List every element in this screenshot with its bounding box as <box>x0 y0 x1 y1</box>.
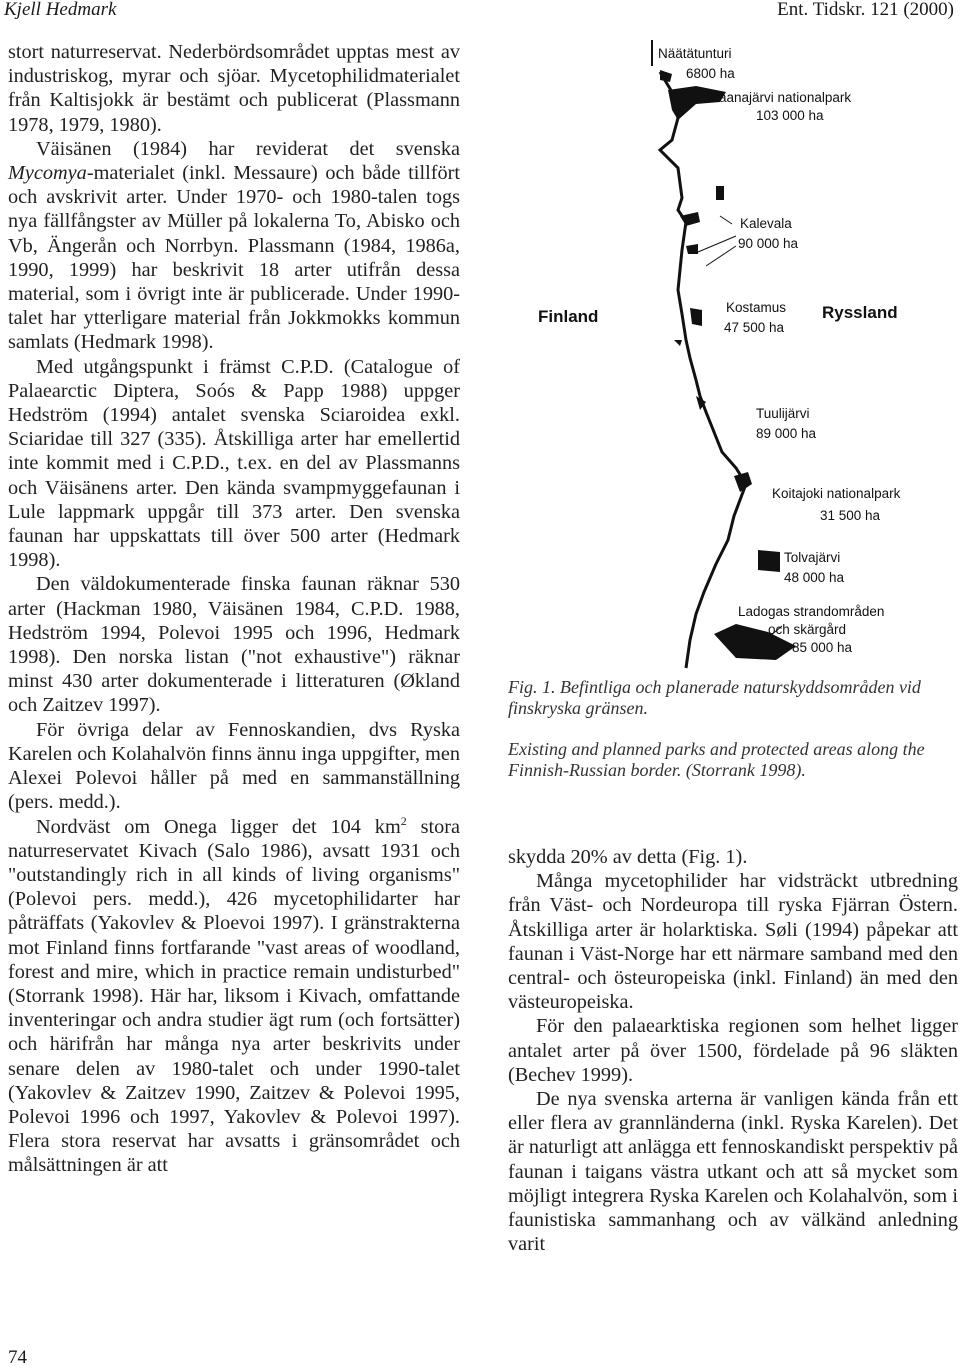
map-label-size: 90 000 ha <box>738 236 799 251</box>
area-naatatunturi <box>660 70 672 82</box>
map-label-name: Paanajärvi nationalpark <box>710 90 852 105</box>
area-small-2 <box>674 340 682 346</box>
caption-english: Existing and planned parks and protected areas along the Finnish-Russian border. (Storrank 1998). <box>508 739 925 780</box>
paragraph: Väisänen (1984) har reviderat det svenska Mycomya-materialet (inkl. Messaure) och både tillfört och avskrivit arter. Under 1970- och 1980-talen togs nya fällfångster av Müller på lokalerna To, Abisko och Vb, Ängerån och Norrbyn. Plassmann (1984, 1986a, 1990, 1999) har beskrivit 18 arter utifrån dessa material, som i övrigt inte är publicerade. Under 1990-talet har ytterligare material från Jokkmokks kommun samlats (Hedmark 1998). <box>8 137 460 354</box>
area-koitajoki <box>734 472 752 492</box>
running-header <box>0 0 960 22</box>
paragraph: Med utgångspunkt i främst C.P.D. (Catalogue of Palaearctic Diptera, Soós & Papp 1988) uppger Hedström (1994) antalet svenska Sciaroidea exkl. Sciaridae till 327 (335). Åtskilliga arter har emellertid inte kommit med i C.P.D., t.ex. en del av Plassmanns och Väisänens arter. Den kända svampmyggefaunan i Lule lappmark uppgår till 373 arter. Den svenska faunan har uppskattats till över 500 arter (Hedmark 1998). <box>8 355 460 572</box>
map-label-size: 31 500 ha <box>820 508 881 523</box>
map-label-name: och skärgård <box>768 622 847 637</box>
paragraph: Den väldokumenterade finska faunan räknar 530 arter (Hackman 1980, Väisänen 1984, C.P.D. 1988, Hedström 1994, Polevoi 1995 och 1996, Hedmark 1998). Den norska listan ("not exhaustive") räknar minst 430 arter dokumenterade i litteraturen (Økland och Zaitzev 1997). <box>8 573 460 717</box>
map-label-name: Koitajoki nationalpark <box>772 486 901 501</box>
map-label-size: 103 000 ha <box>756 108 824 123</box>
paragraph: De nya svenska arterna är vanligen kända från ett eller flera av grannländerna (inkl. Ryska Karelen). Det är naturligt att anlägga ett fennoskandiskt perspektiv på faunan i taigans västra utkant och att så mycket som möjligt integrera Ryska Karelen och Kolahalvön, som i faunistiska sammanhang och av välkänd anledning varit <box>508 1088 958 1256</box>
paragraph: För övriga delar av Fennoskandien, dvs Ryska Karelen och Kolahalvön finns ännu inga uppgifter, men Alexei Polevoi håller på med en sammanställning (pers. medd.). <box>8 718 461 814</box>
map-label-name: Kostamus <box>726 300 787 315</box>
caption-swedish: Fig. 1. Befintliga och planerade naturskyddsområden vid finskryska gränsen. <box>508 677 921 718</box>
map-label-size: 6800 ha <box>686 66 735 81</box>
map-label-name: Ladogas strandområden <box>738 604 885 619</box>
right-text-column <box>508 845 958 1256</box>
paragraph: Nordväst om Onega ligger det 104 $km^2$ stora naturreservatet Kivach (Salo 1986), avsatt 1931 och "outstandingly rich in all kinds of living organisms" (Polevoi pers. medd.), 426 mycetophilidarter har påträffats (Yakovlev & Ploevoi 1997). I gränstrakterna mot Finland finns fortfarande "vast areas of woodland, forest and mire, which in practice remain undisturbed" (Storrank 1998). Här har, liksom i Kivach, omfattande inventeringar och andra studier ägt rum (och fortsätter) och härifrån har många nya arter beskrivits under senare delen av 1980-talet och under 1990-talet (Yakovlev & Zaitzev 1990, Zaitzev & Polevoi 1995, Polevoi 1996 och 1997, Yakovlev & Polevoi 1997). Flera stora reservat har avsatts i gränsområdet och målsättningen är att <box>8 813 460 1177</box>
map-label-name: Näätätunturi <box>658 46 732 61</box>
map-label-size: 48 000 ha <box>784 570 845 585</box>
header-author: Kjell Hedmark <box>4 0 117 20</box>
border-line <box>660 72 746 668</box>
map-label-size: 89 000 ha <box>756 426 817 441</box>
left-text-column <box>8 40 460 1178</box>
area-kostamus <box>690 308 702 326</box>
figure-caption <box>508 677 956 801</box>
border-map-figure <box>500 40 956 670</box>
paragraph: stort naturreservat. Nederbördsområdet upptas mest av industriskog, myrar och sjöar. Mycetophilidmaterialet från Kaltisjokk är bestämt och publicerat (Plassmann 1978, 1979, 1980). <box>8 41 460 136</box>
page-number: 74 <box>8 1347 27 1368</box>
map-label-size: 47 500 ha <box>724 320 785 335</box>
paragraph: Många mycetophilider har vidsträckt utbredning från Väst- och Nordeuropa till ryska Fjärran Östern. Åtskilliga arter är holarktiska. Søli (1994) påpekar att faunan i Väst-Norge har ett närmare samband med den central- och östeuropeiska (inkl. Finland) än med den västeuropeiska. <box>508 870 958 1014</box>
map-label-finland: Finland <box>538 307 599 326</box>
area-kalevala-2 <box>686 244 698 254</box>
area-kalevala-1 <box>680 212 700 226</box>
area-small-1 <box>716 186 724 200</box>
paragraph: För den palaearktiska regionen som helhet ligger antalet arter på över 1500, fördelade på 96 släkten (Bechev 1999). <box>508 1015 958 1086</box>
header-journal: Ent. Tidskr. 121 (2000) <box>777 0 954 20</box>
leader-line <box>706 246 736 266</box>
leader-line <box>720 216 732 224</box>
area-tolvajarvi <box>758 550 780 572</box>
map-label-name: Tuulijärvi <box>756 406 810 421</box>
map-label-russia: Ryssland <box>822 303 898 322</box>
map-label-name: Tolvajärvi <box>784 550 841 565</box>
map-label-name: Kalevala <box>740 216 792 231</box>
map-label-size: 85 000 ha <box>792 640 853 655</box>
paragraph: skydda 20% av detta (Fig. 1). <box>508 846 748 868</box>
